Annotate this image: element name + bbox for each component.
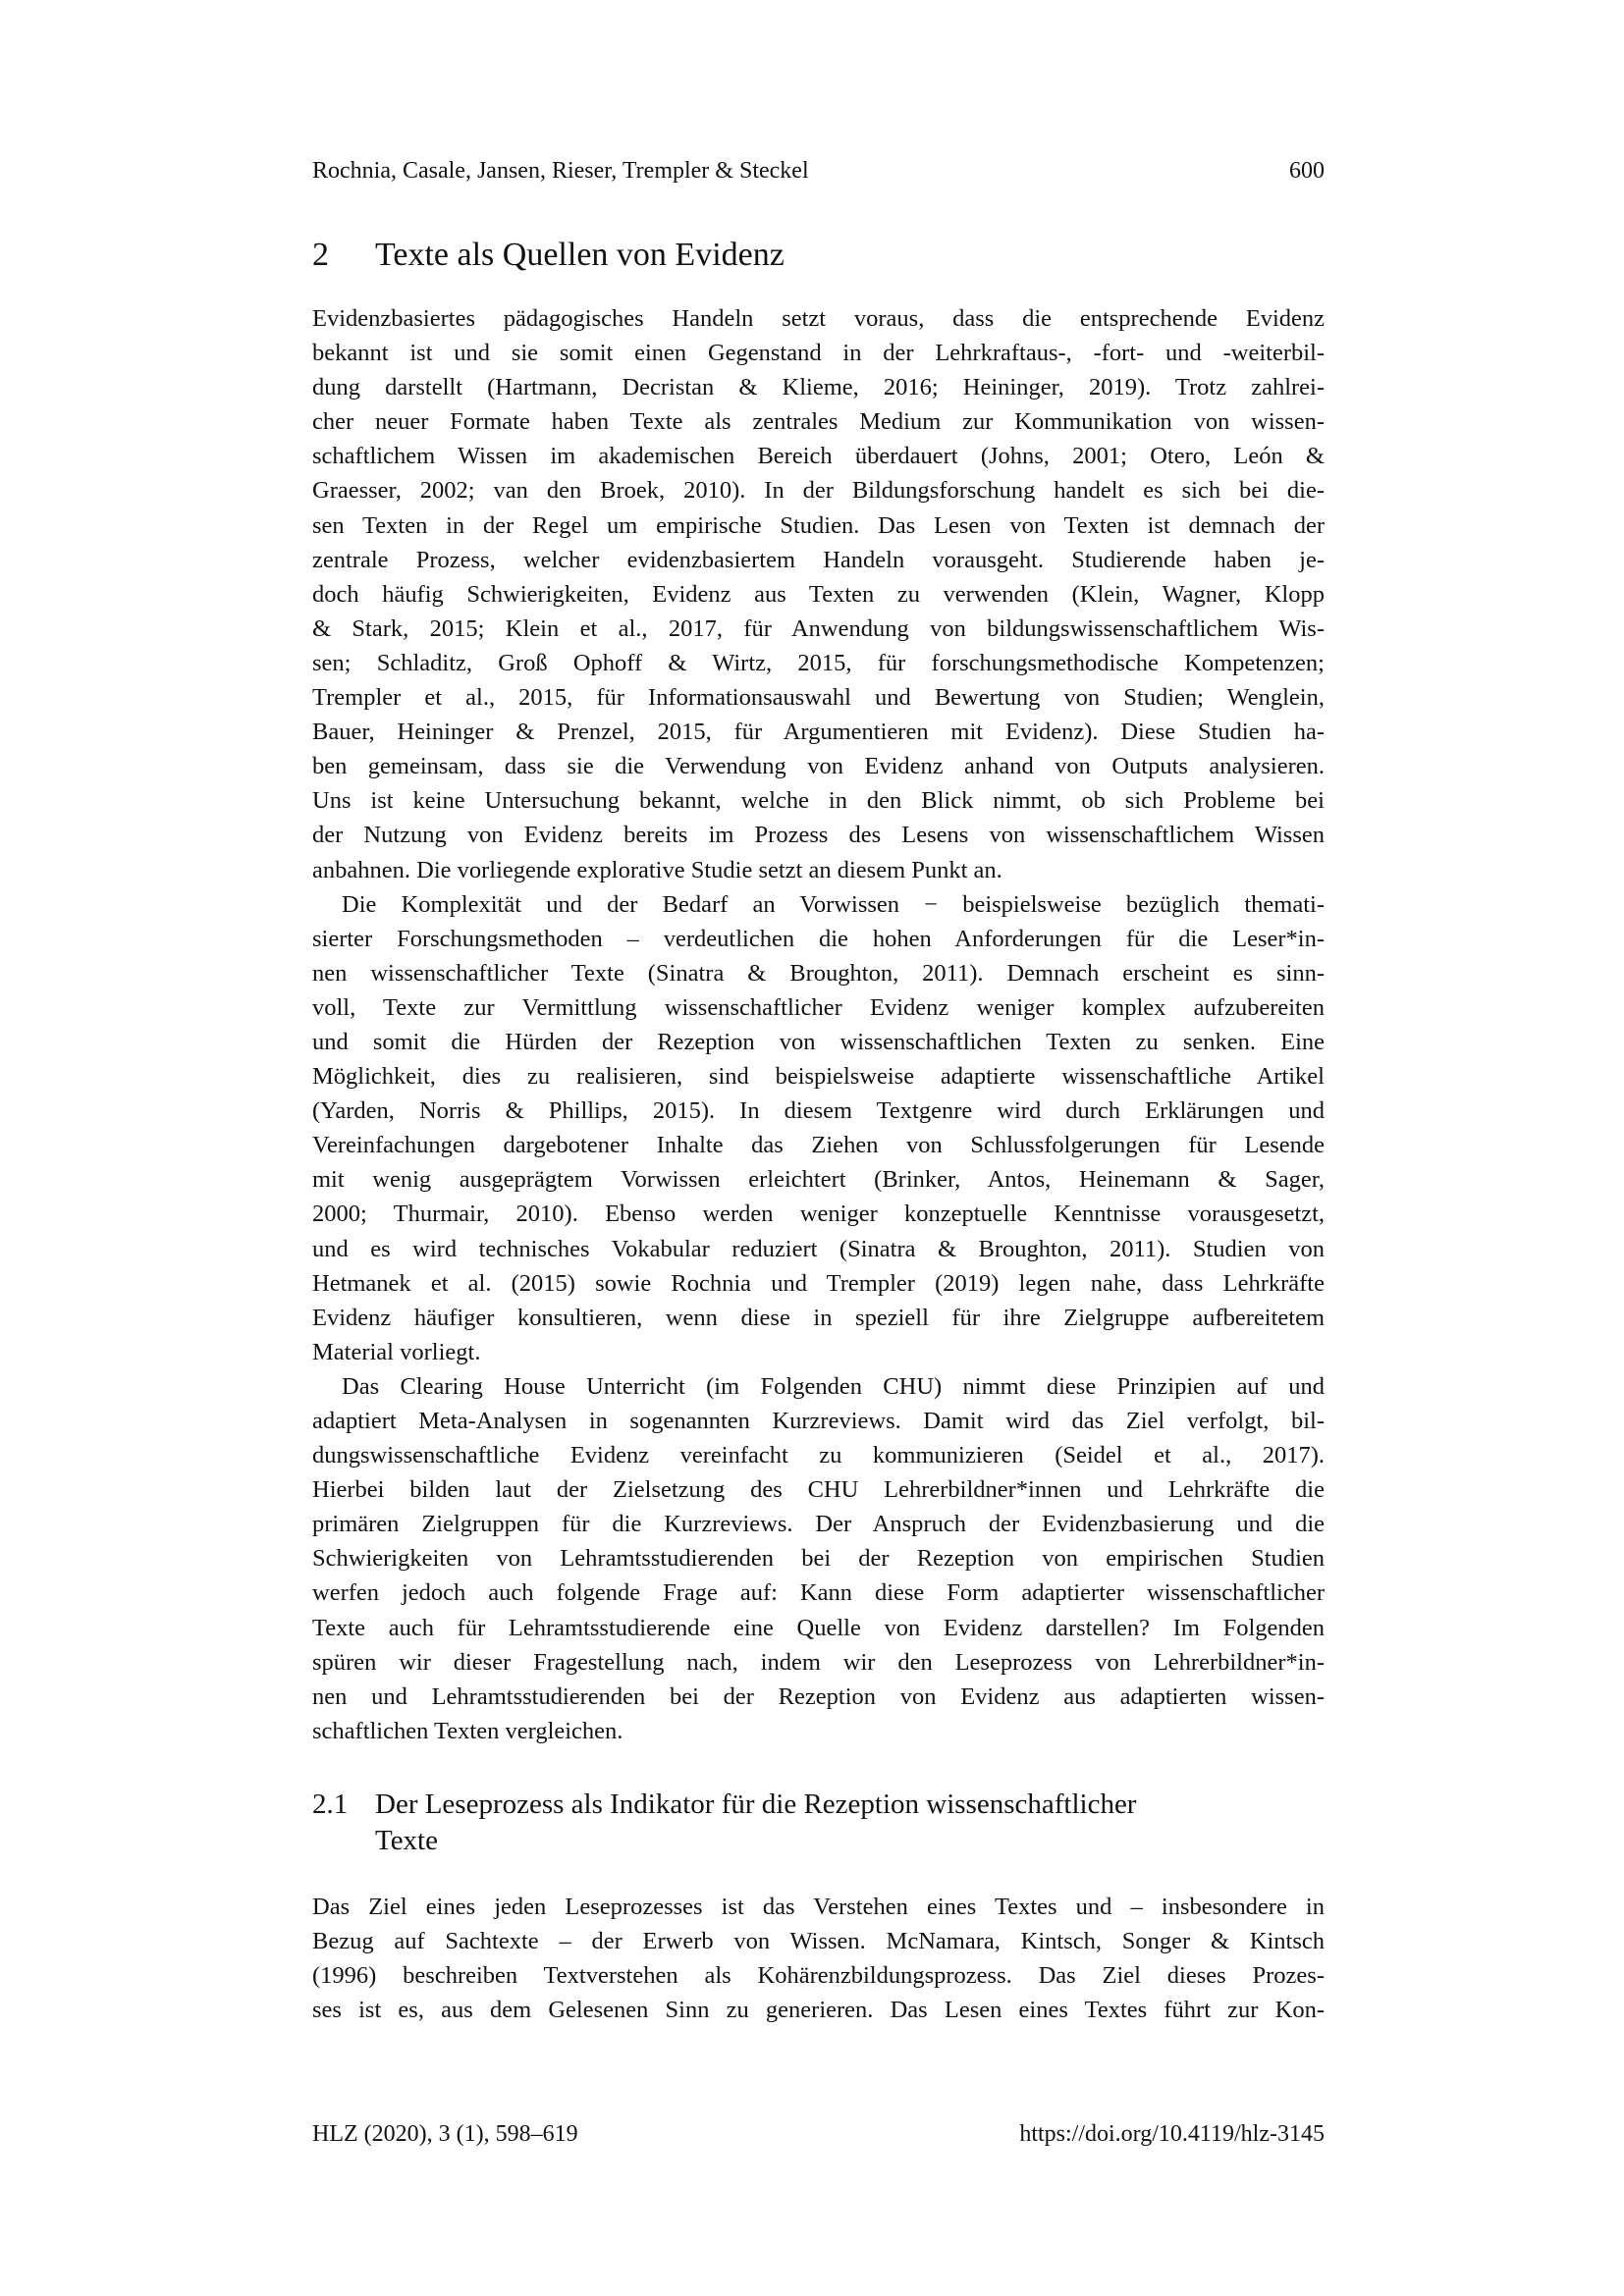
text-line: dungswissenschaftliche Evidenz vereinfacht zu kommunizieren (Seidel et al., 2017). <box>312 1442 1325 1469</box>
page-number: 600 <box>1289 158 1325 184</box>
section-number: 2 <box>312 237 329 273</box>
text-line: cher neuer Formate haben Texte als zentrales Medium zur Kommunikation von wissen- <box>312 408 1325 436</box>
text-line: Die Komplexität und der Bedarf an Vorwissen − beispielsweise bezüglich themati- <box>342 890 1325 918</box>
text-line: zentrale Prozess, welcher evidenzbasiertem Handeln vorausgeht. Studierende haben je- <box>312 546 1325 573</box>
text-line: werfen jedoch auch folgende Frage auf: Kann diese Form adaptierter wissenschaftlicher <box>312 1579 1325 1607</box>
text-line: Hierbei bilden laut der Zielsetzung des CHU Lehrerbildner*innen und Lehrkräfte die <box>312 1476 1325 1504</box>
subsection-title-line-2: Texte <box>375 1825 438 1856</box>
text-line: schaftlichen Texten vergleichen. <box>312 1717 623 1744</box>
text-line: Uns ist keine Untersuchung bekannt, welche in den Blick nimmt, ob sich Probleme bei <box>312 787 1325 815</box>
text-line: Evidenzbasiertes pädagogisches Handeln setzt voraus, dass die entsprechende Evidenz <box>312 305 1325 332</box>
text-line: Vereinfachungen dargebotener Inhalte das Ziehen von Schlussfolgerungen für Lesende <box>312 1132 1325 1159</box>
text-line: sen; Schladitz, Groß Ophoff & Wirtz, 2015, für forschungsmethodische Kompetenzen; <box>312 649 1325 676</box>
text-line: bekannt ist und sie somit einen Gegenstand in der Lehrkraftaus-, -fort- und -weiterbil- <box>312 340 1325 367</box>
text-line: nen und Lehramtsstudierenden bei der Rezeption von Evidenz aus adaptierten wissen- <box>312 1682 1325 1710</box>
text-line: Schwierigkeiten von Lehramtsstudierenden bei der Rezeption von empirischen Studien <box>312 1545 1325 1573</box>
text-line: Texte auch für Lehramtsstudierende eine Quelle von Evidenz darstellen? Im Folgenden <box>312 1614 1325 1641</box>
text-line: Das Clearing House Unterricht (im Folgenden CHU) nimmt diese Prinzipien auf und <box>342 1372 1325 1400</box>
text-line: voll, Texte zur Vermittlung wissenschaftlicher Evidenz weniger komplex aufzubereiten <box>312 993 1325 1021</box>
text-line: Möglichkeit, dies zu realisieren, sind beispielsweise adaptierte wissenschaftliche Artikel <box>312 1063 1325 1091</box>
text-line: 2000; Thurmair, 2010). Ebenso werden weniger konzeptuelle Kenntnisse vorausgesetzt, <box>312 1201 1325 1228</box>
section-title: Texte als Quellen von Evidenz <box>375 237 785 273</box>
text-line: & Stark, 2015; Klein et al., 2017, für Anwendung von bildungswissenschaftlichem Wis- <box>312 614 1325 642</box>
text-line: spüren wir dieser Fragestellung nach, indem wir den Leseprozess von Lehrerbildner*in- <box>312 1648 1325 1676</box>
paragraph <box>312 1890 1325 2027</box>
text-line: anbahnen. Die vorliegende explorative Studie setzt an diesem Punkt an. <box>312 856 1002 883</box>
text-line: Evidenz häufiger konsultieren, wenn diese in speziell für ihre Zielgruppe aufbereitetem <box>312 1304 1325 1331</box>
text-line: (Yarden, Norris & Phillips, 2015). In diesem Textgenre wird durch Erklärungen und <box>312 1097 1325 1125</box>
footer-citation: HLZ (2020), 3 (1), 598–619 <box>312 2121 578 2147</box>
text-line: und es wird technisches Vokabular reduziert (Sinatra & Broughton, 2011). Studien von <box>312 1235 1325 1262</box>
text-line: doch häufig Schwierigkeiten, Evidenz aus Texten zu verwenden (Klein, Wagner, Klopp <box>312 580 1325 608</box>
text-line: sen Texten in der Regel um empirische Studien. Das Lesen von Texten ist demnach der <box>312 511 1325 539</box>
text-line: nen wissenschaftlicher Texte (Sinatra & Broughton, 2011). Demnach erscheint es sinn- <box>312 959 1325 987</box>
text-line: und somit die Hürden der Rezeption von wissenschaftlichen Texten zu senken. Eine <box>312 1028 1325 1055</box>
text-line: Graesser, 2002; van den Broek, 2010). In der Bildungsforschung handelt es sich bei die- <box>312 477 1325 505</box>
footer-doi-link[interactable]: https://doi.org/10.4119/hlz-3145 <box>1019 2121 1325 2147</box>
text-line: dung darstellt (Hartmann, Decristan & Klieme, 2016; Heininger, 2019). Trotz zahlrei- <box>312 374 1325 401</box>
subsection-body <box>312 1890 1325 2027</box>
text-line: Das Ziel eines jeden Leseprozesses ist das Verstehen eines Textes und – insbesondere in <box>312 1894 1325 1920</box>
text-line: schaftlichem Wissen im akademischen Bereich überdauert (Johns, 2001; Otero, León & <box>312 443 1325 470</box>
text-line: der Nutzung von Evidenz bereits im Prozess des Lesens von wissenschaftlichem Wissen <box>312 822 1325 849</box>
subsection-heading <box>312 1787 1325 1865</box>
text-line: Trempler et al., 2015, für Informationsauswahl und Bewertung von Studien; Wenglein, <box>312 684 1325 712</box>
subsection-title-line-1: Der Leseprozess als Indikator für die Rezeption wissenschaftlicher <box>375 1789 1137 1820</box>
paragraph <box>312 301 1325 887</box>
text-line: (1996) beschreiben Textverstehen als Kohärenzbildungsprozess. Das Ziel dieses Prozes- <box>312 1962 1325 1990</box>
running-header-authors: Rochnia, Casale, Jansen, Rieser, Trempler & Steckel <box>312 158 809 184</box>
text-line: ben gemeinsam, dass sie die Verwendung von Evidenz anhand von Outputs analysieren. <box>312 753 1325 780</box>
text-line: sierter Forschungsmethoden – verdeutlichen die hohen Anforderungen für die Leser*in- <box>312 925 1325 952</box>
text-line: Material vorliegt. <box>312 1338 481 1365</box>
text-line: Bezug auf Sachtexte – der Erwerb von Wissen. McNamara, Kintsch, Songer & Kintsch <box>312 1928 1325 1955</box>
text-line: Bauer, Heininger & Prenzel, 2015, für Argumentieren mit Evidenz). Diese Studien ha- <box>312 719 1325 746</box>
text-line: primären Zielgruppen für die Kurzreviews. Der Anspruch der Evidenzbasierung und die <box>312 1511 1325 1538</box>
text-line: adaptiert Meta-Analysen in sogenannten Kurzreviews. Damit wird das Ziel verfolgt, bil- <box>312 1408 1325 1434</box>
section-body <box>312 301 1325 1748</box>
subsection-number: 2.1 <box>312 1789 349 1820</box>
paragraph <box>312 1369 1325 1748</box>
paragraph <box>312 887 1325 1369</box>
text-line: ses ist es, aus dem Gelesenen Sinn zu generieren. Das Lesen eines Textes führt zur Kon- <box>312 1997 1325 2024</box>
text-line: mit wenig ausgeprägtem Vorwissen erleichtert (Brinker, Antos, Heinemann & Sager, <box>312 1166 1325 1194</box>
text-line: Hetmanek et al. (2015) sowie Rochnia und Trempler (2019) legen nahe, dass Lehrkräfte <box>312 1269 1325 1297</box>
